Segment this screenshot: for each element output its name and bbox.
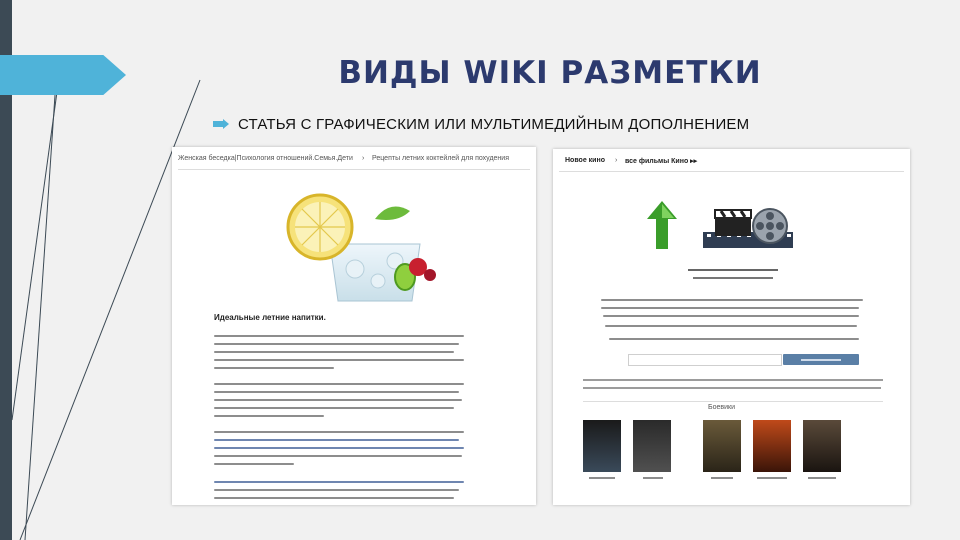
text-line [214,497,454,499]
text-line [214,335,464,337]
text-line [214,391,459,393]
text-line [214,463,294,465]
breadcrumb-divider [559,171,904,172]
right-screenshot [553,149,910,505]
search-input[interactable] [628,354,782,366]
movie-poster[interactable] [583,420,621,472]
text-line [214,343,459,345]
article-heading: Идеальные летние напитки. [214,313,326,322]
text-line [214,431,464,433]
breadcrumb-part1[interactable]: Новое кино [565,157,605,164]
search-button[interactable] [783,354,859,365]
text-line [808,477,836,479]
breadcrumb-separator: › [362,155,365,162]
breadcrumb-divider [178,169,530,170]
text-line [583,379,883,381]
breadcrumb-part1[interactable]: Женская беседка|Психология отношений.Семья.Дети [178,155,353,162]
text-line [214,383,464,385]
text-line [643,477,663,479]
movie-poster[interactable] [753,420,791,472]
left-screenshot [172,147,536,505]
text-line [214,407,454,409]
breadcrumb-part2[interactable]: все фильмы Кино ▸▸ [625,158,698,165]
breadcrumb-part2[interactable]: Рецепты летних коктейлей для похудения [372,155,509,162]
movie-poster[interactable] [633,420,671,472]
text-line [214,489,459,491]
text-line [757,477,787,479]
arrow-tab [0,55,126,95]
movie-poster[interactable] [703,420,741,472]
text-line [214,481,464,483]
text-line [609,338,859,340]
text-line [214,351,454,353]
slide-title: ВИДЫ WIKI РАЗМЕТКИ [338,55,762,91]
text-line [583,387,881,389]
text-line [214,359,464,361]
text-line [214,367,334,369]
text-line [214,399,462,401]
text-line [214,415,324,417]
text-line [214,447,464,449]
text-line [693,277,773,279]
film-camera-reel-icon [703,204,793,256]
text-line [214,455,462,457]
section-divider [583,401,883,402]
text-line [214,439,459,441]
section-label: Боевики [708,404,735,411]
text-line [603,315,859,317]
text-line [601,307,859,309]
movie-poster[interactable] [803,420,841,472]
text-line [605,325,857,327]
text-line [589,477,615,479]
green-up-arrow-icon [647,201,677,249]
bullet-arrow-icon [213,119,229,129]
slide-subtitle: СТАТЬЯ С ГРАФИЧЕСКИМ ИЛИ МУЛЬТИМЕДИЙНЫМ ДОПОЛНЕНИЕМ [238,116,750,133]
breadcrumb-separator: › [615,157,618,164]
text-line [688,269,778,271]
text-line [711,477,733,479]
text-line [601,299,863,301]
cocktail-image [280,189,448,305]
